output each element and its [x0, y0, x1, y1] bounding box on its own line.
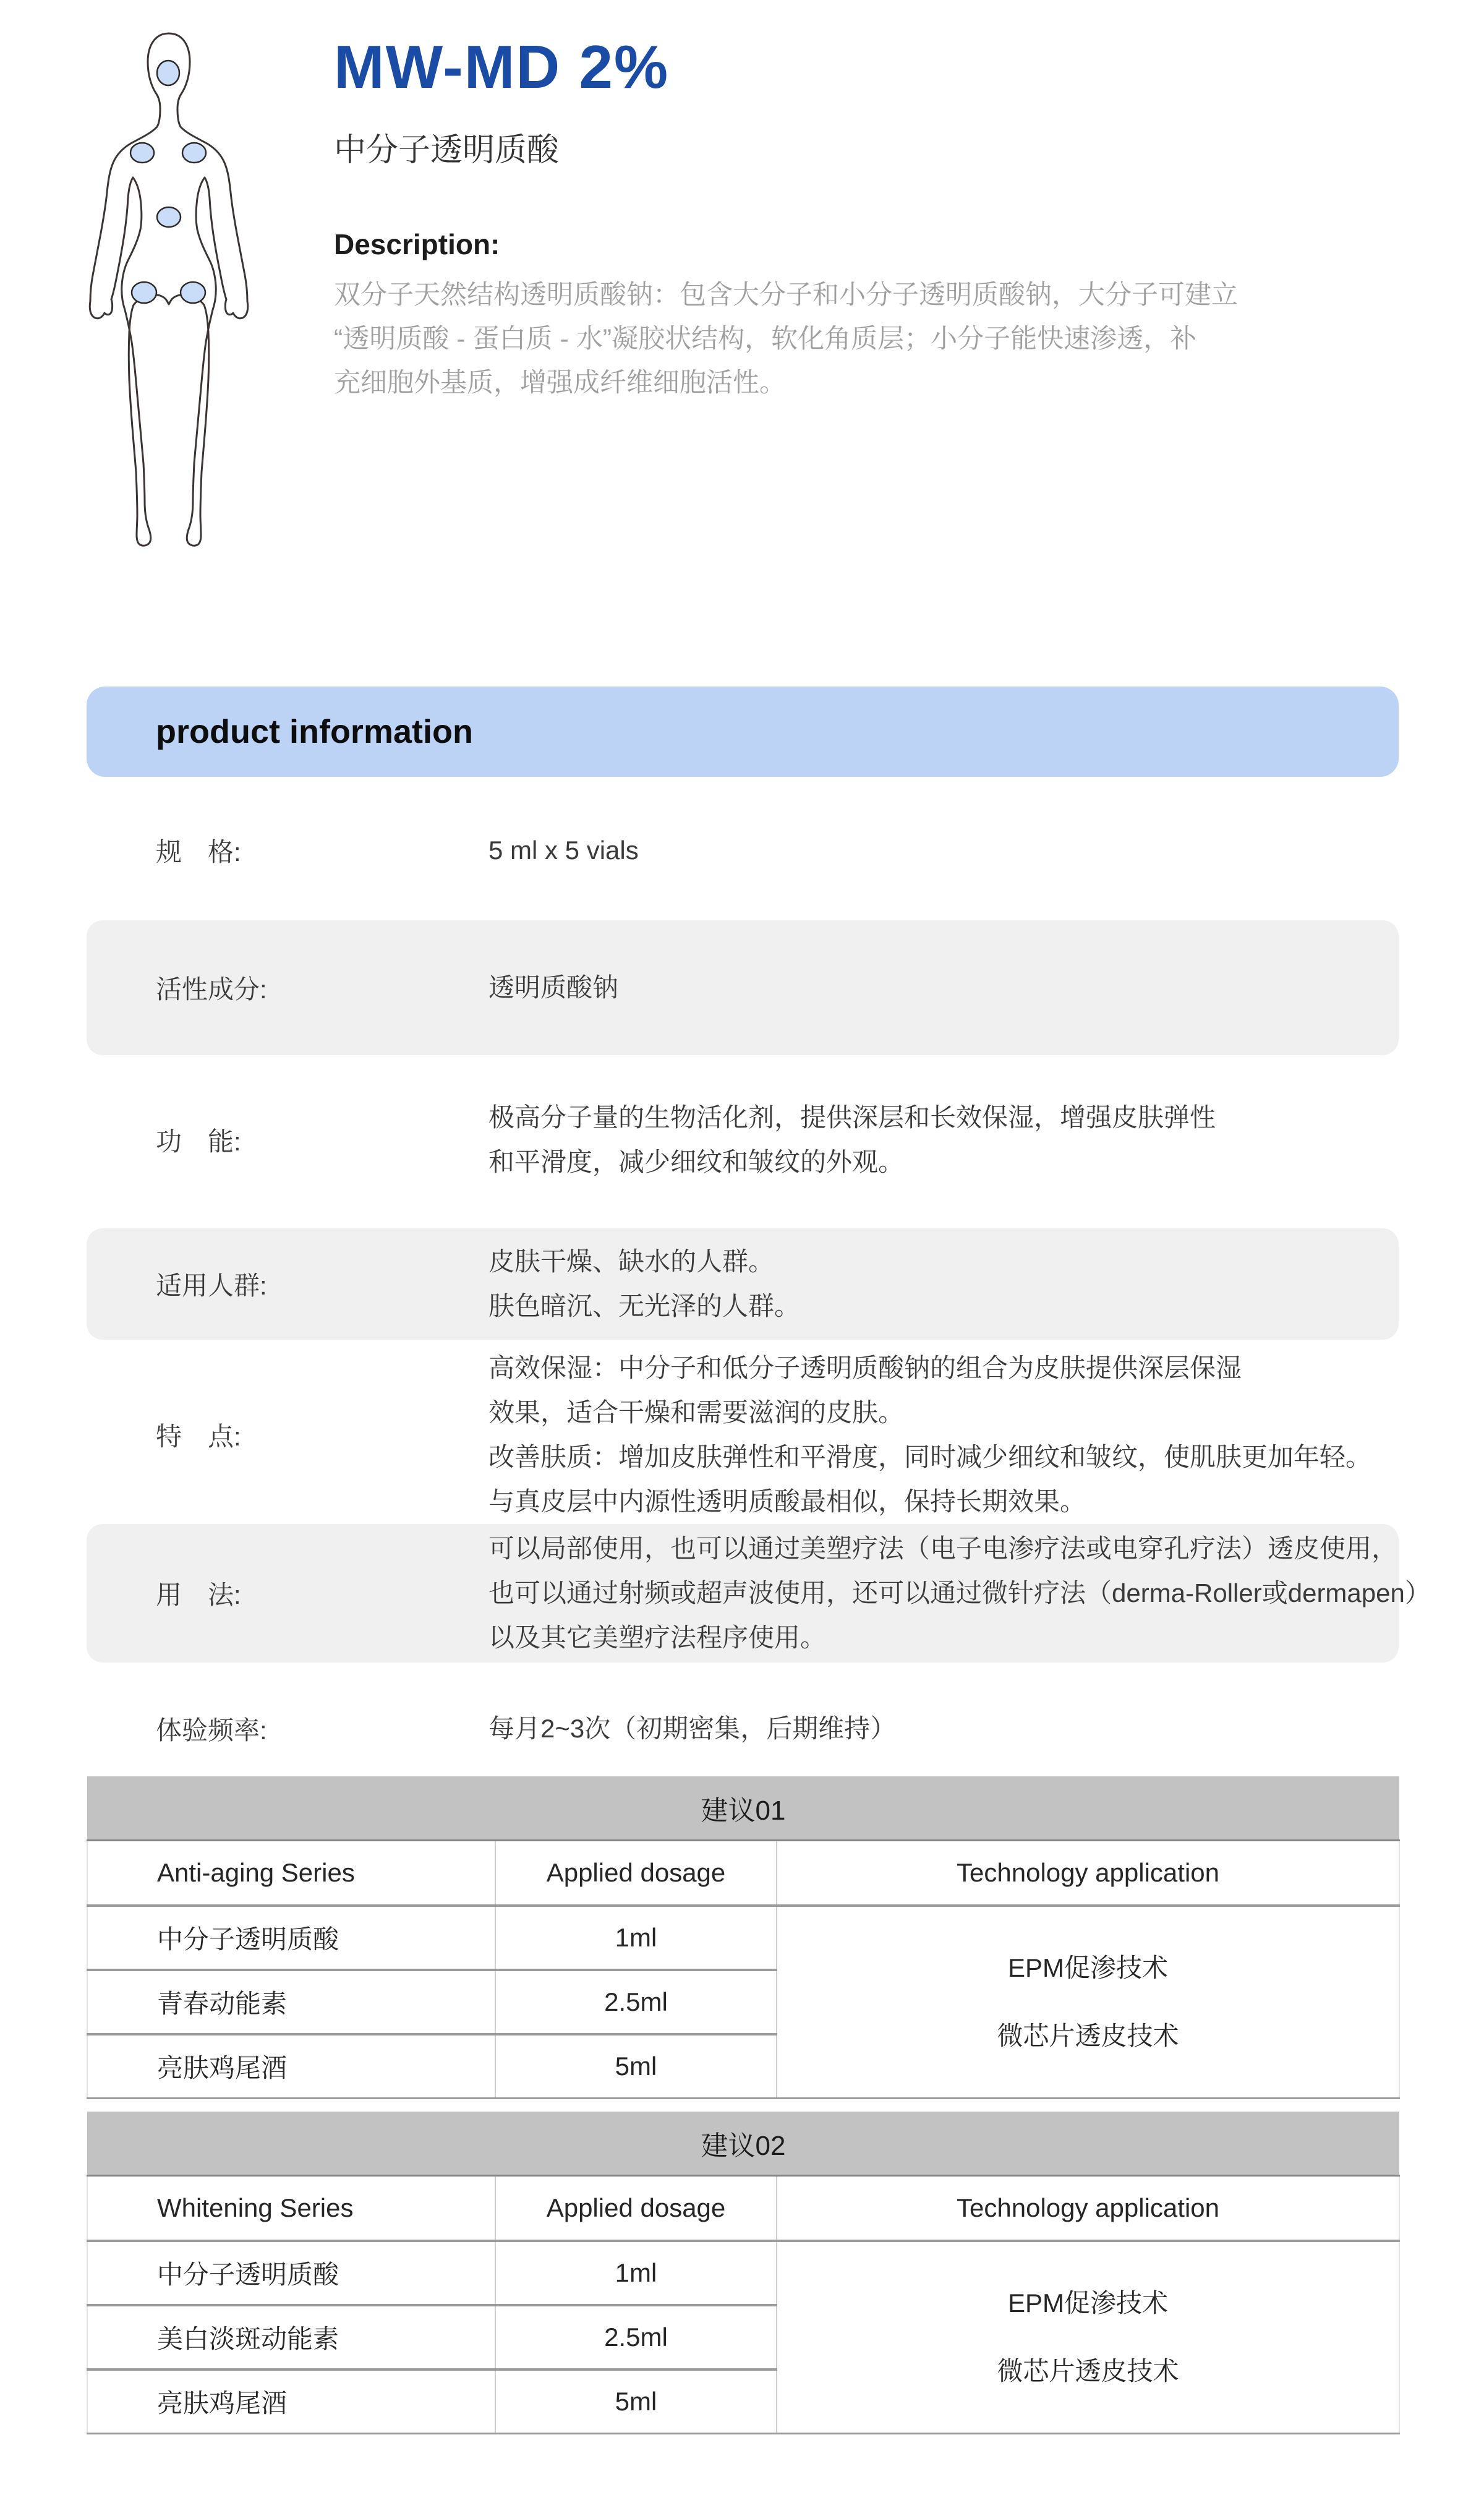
- column-header: Applied dosage: [495, 2176, 777, 2241]
- info-row-function: [87, 1073, 1399, 1206]
- technology-line: 微芯片透皮技术: [997, 2021, 1179, 2050]
- product-information-banner: [87, 687, 1399, 777]
- row-value: [488, 1706, 1399, 1751]
- row-value: [488, 828, 1399, 873]
- table-cell-dosage: 2.5ml: [495, 1970, 777, 2034]
- description-line: 充细胞外基质，增强成纤维细胞活性。: [334, 368, 786, 398]
- column-header: Applied dosage: [495, 1841, 777, 1906]
- table-cell-product: 亮肤鸡尾酒: [87, 2369, 495, 2434]
- row-label: 规 格:: [156, 837, 241, 867]
- product-title: MW-MD 2%: [334, 33, 670, 101]
- column-header: Anti-aging Series: [87, 1841, 495, 1906]
- row-value: [488, 1526, 1431, 1660]
- table-cell-product: 青春动能素: [87, 1970, 495, 2034]
- value-line: 皮肤干燥、缺水的人群。: [488, 1247, 775, 1276]
- value-line: 透明质酸钠: [488, 973, 619, 1002]
- hip-left-dot: [132, 282, 156, 303]
- table-cell-product: 中分子透明质酸: [87, 1906, 495, 1970]
- hip-right-dot: [181, 282, 205, 303]
- value-line: 也可以通过射频或超声波使用，还可以通过微针疗法（derma-Roller或dermapen）: [488, 1578, 1431, 1607]
- value-line: 以及其它美塑疗法程序使用。: [488, 1623, 827, 1652]
- table-cell-technology: [777, 1906, 1399, 2099]
- row-value: [488, 1095, 1399, 1184]
- banner-label: product information: [156, 713, 473, 750]
- info-row-active-ingredient: [87, 920, 1399, 1055]
- info-row-features: [87, 1342, 1399, 1528]
- body-figure-illustration: [85, 30, 252, 552]
- row-label: 体验频率:: [156, 1716, 267, 1745]
- technology-line: EPM促渗技术: [1008, 1953, 1169, 1982]
- forehead-dot: [157, 61, 179, 85]
- value-line: 肤色暗沉、无光泽的人群。: [488, 1291, 801, 1321]
- column-header: Technology application: [777, 2176, 1399, 2241]
- product-subtitle: 中分子透明质酸: [334, 132, 560, 168]
- table-cell-product: 亮肤鸡尾酒: [87, 2034, 495, 2099]
- row-label: 特 点:: [156, 1422, 241, 1451]
- row-value: [488, 1346, 1399, 1524]
- description-line: “透明质酸 - 蛋白质 - 水”凝胶状结构，软化角质层；小分子能快速渗透，补: [334, 324, 1197, 354]
- info-row-specification: [87, 804, 1399, 897]
- table-cell-product: 美白淡斑动能素: [87, 2305, 495, 2369]
- value-line: 可以局部使用，也可以通过美塑疗法（电子电渗疗法或电穿孔疗法）透皮使用，: [488, 1534, 1398, 1563]
- table-cell-technology: [777, 2241, 1399, 2434]
- suggestion-table-02: [87, 2112, 1400, 2434]
- table-cell-dosage: 2.5ml: [495, 2305, 777, 2369]
- description-heading: Description:: [334, 228, 500, 260]
- abdomen-dot: [157, 207, 181, 227]
- table-cell-product: 中分子透明质酸: [87, 2241, 495, 2305]
- column-header: Technology application: [777, 1841, 1399, 1906]
- table-cell-dosage: 5ml: [495, 2034, 777, 2099]
- value-line: 高效保湿：中分子和低分子透明质酸钠的组合为皮肤提供深层保湿: [488, 1353, 1242, 1382]
- value-line: 5 ml x 5 vials: [488, 836, 639, 865]
- info-row-target-users: [87, 1228, 1399, 1340]
- value-line: 与真皮层中内源性透明质酸最相似，保持长期效果。: [488, 1487, 1086, 1516]
- table-cell-dosage: 5ml: [495, 2369, 777, 2434]
- table-cell-dosage: 1ml: [495, 2241, 777, 2305]
- row-label: 适用人群:: [156, 1271, 267, 1300]
- body-outline: [90, 33, 248, 546]
- description-line: 双分子天然结构透明质酸钠：包含大分子和小分子透明质酸钠，大分子可建立: [334, 280, 1238, 310]
- info-row-frequency: [87, 1695, 1399, 1763]
- info-row-usage: [87, 1524, 1431, 1663]
- row-label: 用 法:: [156, 1580, 241, 1609]
- value-line: 改善肤质：增加皮肤弹性和平滑度，同时减少细纹和皱纹，使肌肤更加年轻。: [488, 1442, 1372, 1471]
- row-label: 功 能:: [156, 1126, 241, 1156]
- chest-left-dot: [130, 143, 154, 163]
- chest-right-dot: [182, 143, 206, 163]
- suggestion-table-01: [87, 1776, 1400, 2099]
- technology-line: 微芯片透皮技术: [997, 2357, 1179, 2386]
- value-line: 每月2~3次（初期密集，后期维持）: [488, 1714, 897, 1743]
- row-label: 活性成分:: [156, 975, 267, 1004]
- description-text: [334, 273, 1422, 405]
- value-line: 和平滑度，减少细纹和皱纹的外观。: [488, 1147, 905, 1176]
- column-header: Whitening Series: [87, 2176, 495, 2241]
- technology-line: EPM促渗技术: [1008, 2288, 1169, 2318]
- row-value: [488, 965, 1399, 1010]
- table-cell-dosage: 1ml: [495, 1906, 777, 1970]
- table-title: 建议02: [87, 2112, 1399, 2176]
- value-line: 极高分子量的生物活化剂，提供深层和长效保湿，增强皮肤弹性: [488, 1102, 1216, 1132]
- value-line: 效果，适合干燥和需要滋润的皮肤。: [488, 1398, 905, 1427]
- row-value: [488, 1239, 1399, 1329]
- table-title: 建议01: [87, 1776, 1399, 1841]
